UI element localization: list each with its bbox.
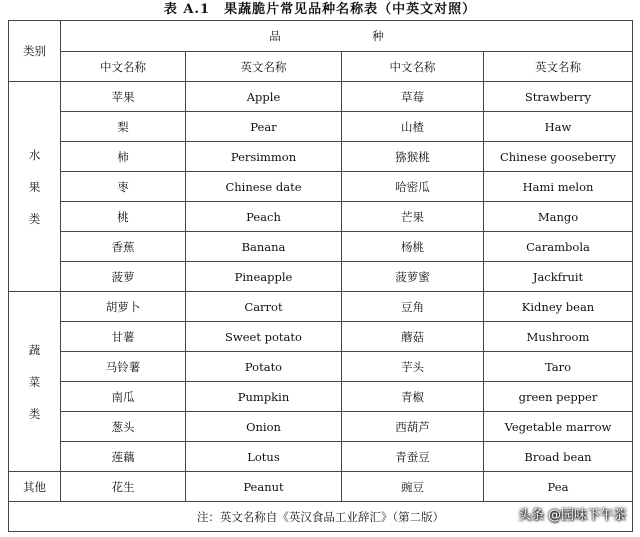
table-row: [9, 112, 633, 142]
en-name-header-1: 英文名称: [186, 52, 342, 82]
en-name-cell: Sweet potato: [186, 322, 342, 352]
cn-name-cell: 苹果: [61, 82, 186, 112]
en-name-cell: Strawberry: [484, 82, 633, 112]
category-label: 蔬 菜 类: [9, 292, 61, 472]
cn-name-cell: 豌豆: [342, 472, 484, 502]
cn-name-cell: 花生: [61, 472, 186, 502]
en-name-cell: Lotus: [186, 442, 342, 472]
en-name-cell: green pepper: [484, 382, 633, 412]
cn-name-cell: 菠萝蜜: [342, 262, 484, 292]
cn-name-cell: 胡萝卜: [61, 292, 186, 322]
cn-name-cell: 葱头: [61, 412, 186, 442]
table-row: [9, 322, 633, 352]
cn-name-header-1: 中文名称: [61, 52, 186, 82]
en-name-cell: Jackfruit: [484, 262, 633, 292]
table-row: [9, 232, 633, 262]
cn-name-cell: 哈密瓜: [342, 172, 484, 202]
variety-name-table: [8, 20, 633, 532]
en-name-cell: Apple: [186, 82, 342, 112]
category-label: 其他: [9, 472, 61, 502]
en-name-cell: Broad bean: [484, 442, 633, 472]
cn-name-cell: 青椒: [342, 382, 484, 412]
cn-name-cell: 芋头: [342, 352, 484, 382]
category-label: 水 果 类: [9, 82, 61, 292]
cn-name-cell: 青蚕豆: [342, 442, 484, 472]
table-row: [9, 202, 633, 232]
category-header: 类别: [9, 21, 61, 82]
table-row: [9, 472, 633, 502]
cn-name-cell: 柿: [61, 142, 186, 172]
en-name-cell: Hami melon: [484, 172, 633, 202]
en-name-cell: Pineapple: [186, 262, 342, 292]
table-row: [9, 442, 633, 472]
table-row: [9, 82, 633, 112]
cn-name-cell: 芒果: [342, 202, 484, 232]
header-row-sub: [9, 52, 633, 82]
en-name-cell: Mushroom: [484, 322, 633, 352]
variety-header: 品 种: [61, 21, 633, 52]
cn-name-cell: 菠萝: [61, 262, 186, 292]
en-name-cell: Pea: [484, 472, 633, 502]
table-row: [9, 142, 633, 172]
cn-name-cell: 马铃薯: [61, 352, 186, 382]
watermark-text: 头条 @园味下午茶: [517, 508, 626, 523]
en-name-cell: Kidney bean: [484, 292, 633, 322]
cn-name-cell: 蘑菇: [342, 322, 484, 352]
cn-name-cell: 南瓜: [61, 382, 186, 412]
table-caption: 表 A.1 果蔬脆片常见品种名称表（中英文对照）: [163, 2, 477, 17]
cn-name-cell: 甘薯: [61, 322, 186, 352]
cn-name-cell: 枣: [61, 172, 186, 202]
table-row: [9, 352, 633, 382]
en-name-cell: Carambola: [484, 232, 633, 262]
table-row: [9, 412, 633, 442]
en-name-cell: Chinese date: [186, 172, 342, 202]
en-name-cell: Mango: [484, 202, 633, 232]
table-row: [9, 262, 633, 292]
en-name-cell: Banana: [186, 232, 342, 262]
en-name-cell: Pumpkin: [186, 382, 342, 412]
cn-name-cell: 莲藕: [61, 442, 186, 472]
en-name-cell: Pear: [186, 112, 342, 142]
cn-name-cell: 西葫芦: [342, 412, 484, 442]
en-name-cell: Persimmon: [186, 142, 342, 172]
cn-name-cell: 桃: [61, 202, 186, 232]
cn-name-header-2: 中文名称: [342, 52, 484, 82]
cn-name-cell: 梨: [61, 112, 186, 142]
watermark: [518, 507, 626, 525]
cn-name-cell: 杨桃: [342, 232, 484, 262]
en-name-cell: Peanut: [186, 472, 342, 502]
table-row: [9, 172, 633, 202]
en-name-cell: Potato: [186, 352, 342, 382]
cn-name-cell: 豆角: [342, 292, 484, 322]
cn-name-cell: 香蕉: [61, 232, 186, 262]
en-name-cell: Carrot: [186, 292, 342, 322]
table-row: [9, 292, 633, 322]
en-name-cell: Vegetable marrow: [484, 412, 633, 442]
cn-name-cell: 猕猴桃: [342, 142, 484, 172]
cn-name-cell: 草莓: [342, 82, 484, 112]
en-name-header-2: 英文名称: [484, 52, 633, 82]
en-name-cell: Chinese gooseberry: [484, 142, 633, 172]
en-name-cell: Onion: [186, 412, 342, 442]
en-name-cell: Peach: [186, 202, 342, 232]
en-name-cell: Haw: [484, 112, 633, 142]
table-row: [9, 382, 633, 412]
header-row-top: [9, 21, 633, 52]
en-name-cell: Taro: [484, 352, 633, 382]
table-note: 注：英文名称自《英汉食品工业辞汇》（第二版）: [9, 502, 633, 532]
cn-name-cell: 山楂: [342, 112, 484, 142]
